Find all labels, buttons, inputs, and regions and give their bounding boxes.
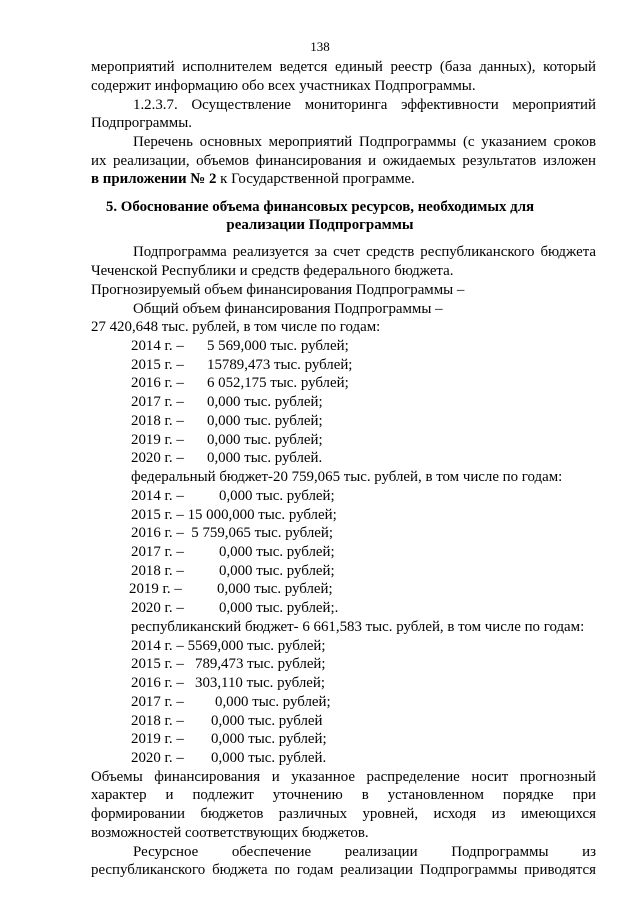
total-year: 2015 г. – [131, 356, 184, 373]
republic-row [131, 674, 325, 692]
resource-line1: Ресурсное обеспечение реализации Подпрограммы из [133, 843, 596, 860]
total-amount: 0,000 тыс. рублей; [207, 412, 323, 429]
total-year: 2019 г. – [131, 431, 184, 448]
federal-year: 2020 г. – [131, 600, 184, 617]
total-amount: 5 569,000 тыс. рублей; [207, 337, 349, 354]
total-row [131, 449, 322, 467]
federal-row [129, 580, 333, 598]
federal-amount: 0,000 тыс. рублей; [219, 487, 335, 504]
federal-row [131, 599, 338, 617]
federal-year: 2017 г. – [131, 543, 184, 560]
funding-intro-line3: Прогнозируемый объем финансирования Подпрограммы – [91, 281, 465, 298]
republic-row [131, 749, 326, 767]
federal-row [131, 524, 333, 542]
total-row [131, 374, 349, 392]
republic-amount: 0,000 тыс. рублей. [211, 749, 327, 766]
republic-row [131, 637, 326, 655]
total-year: 2014 г. – [131, 337, 184, 354]
federal-row [131, 487, 335, 505]
para3-line2: их реализации, объемов финансирования и ожидаемых результатов изложен [91, 152, 596, 169]
republic-row [131, 730, 327, 748]
republic-amount: 5569,000 тыс. рублей; [187, 637, 326, 654]
funding-intro-line5: 27 420,648 тыс. рублей, в том числе по годам: [91, 319, 381, 336]
total-row [131, 337, 349, 355]
federal-row [131, 506, 337, 524]
republic-year: 2018 г. – [131, 712, 184, 729]
closing-line2: характер и подлежит уточнению в установленном порядке при [91, 787, 596, 804]
federal-heading: федеральный бюджет-20 759,065 тыс. рублей, в том числе по годам: [131, 469, 563, 485]
funding-intro-line2: Чеченской Республики и средств федерального бюджета. [91, 263, 454, 279]
republic-heading: республиканский бюджет- 6 661,583 тыс. рублей, в том числе по годам: [131, 618, 585, 635]
funding-intro-line1: Подпрограмма реализуется за счет средств республиканского бюджета [133, 244, 596, 261]
republic-row [131, 712, 323, 730]
republic-year: 2014 г. – [131, 637, 184, 654]
republic-row [131, 655, 326, 673]
para3-line3-rest: к Государственной программе. [216, 171, 415, 188]
para1-line1: мероприятий исполнителем ведется единый реестр (база данных), который [91, 59, 596, 75]
republic-amount: 0,000 тыс. рублей; [211, 731, 327, 748]
federal-year: 2019 г. – [129, 581, 182, 598]
federal-year: 2016 г. – [131, 525, 184, 542]
funding-intro-line4: Общий объем финансирования Подпрограммы – [133, 300, 443, 317]
total-amount: 15789,473 тыс. рублей; [207, 356, 353, 373]
total-row [131, 356, 352, 374]
total-amount: 0,000 тыс. рублей. [207, 450, 323, 467]
federal-year: 2015 г. – [131, 506, 184, 523]
total-row [131, 431, 323, 449]
republic-year: 2016 г. – [131, 675, 184, 691]
para2-line1: 1.2.3.7. Осуществление мониторинга эффективности мероприятий [133, 96, 596, 113]
republic-amount: 303,110 тыс. рублей; [195, 675, 325, 691]
appendix-2-ref: в приложении № 2 [91, 171, 217, 188]
federal-amount: 15 000,000 тыс. рублей; [187, 506, 337, 523]
total-year: 2020 г. – [131, 450, 184, 467]
federal-row [131, 562, 335, 580]
total-row [131, 412, 323, 430]
republic-amount: 0,000 тыс. рублей [211, 712, 323, 729]
federal-amount: 0,000 тыс. рублей; [217, 581, 333, 598]
para2-line2: Подпрограммы. [91, 115, 192, 132]
para1-line2: содержит информацию обо всех участниках Подпрограммы. [91, 77, 476, 94]
total-amount: 0,000 тыс. рублей; [207, 394, 323, 411]
total-amount: 0,000 тыс. рублей; [207, 431, 323, 448]
republic-row [131, 693, 331, 711]
page-number: 138 [310, 39, 330, 54]
federal-amount: 0,000 тыс. рублей; [219, 543, 335, 560]
federal-amount: 0,000 тыс. рублей; [219, 562, 335, 579]
republic-year: 2020 г. – [131, 749, 184, 766]
republic-year: 2019 г. – [131, 731, 184, 748]
closing-line3: формировании бюджетов различных уровней, исходя из имеющихся [91, 806, 596, 823]
federal-amount: 0,000 тыс. рублей;. [219, 600, 339, 617]
republic-amount: 789,473 тыс. рублей; [195, 656, 326, 673]
closing-line4: возможностей соответствующих бюджетов. [91, 824, 369, 841]
republic-amount: 0,000 тыс. рублей; [215, 693, 331, 710]
republic-year: 2017 г. – [131, 693, 184, 710]
resource-line2: республиканского бюджета по годам реализации Подпрограммы приводятся [91, 862, 596, 879]
federal-year: 2018 г. – [131, 562, 184, 579]
total-year: 2018 г. – [131, 412, 184, 429]
total-amount: 6 052,175 тыс. рублей; [207, 375, 349, 392]
para3-line1: Перечень основных мероприятий Подпрограммы (с указанием сроков [133, 133, 596, 150]
section-heading-line1: 5. Обоснование объема финансовых ресурсов, необходимых для [105, 199, 535, 215]
total-year: 2017 г. – [131, 394, 184, 411]
closing-line1: Объемы финансирования и указанное распределение носит прогнозный [91, 768, 596, 785]
section-heading-line2: реализации Подпрограммы [226, 216, 414, 233]
federal-year: 2014 г. – [131, 487, 184, 504]
federal-amount: 5 759,065 тыс. рублей; [191, 525, 333, 542]
federal-row [131, 543, 335, 561]
total-year: 2016 г. – [131, 375, 184, 392]
para3-line3 [91, 170, 415, 188]
total-row [131, 393, 323, 411]
republic-year: 2015 г. – [131, 656, 184, 673]
